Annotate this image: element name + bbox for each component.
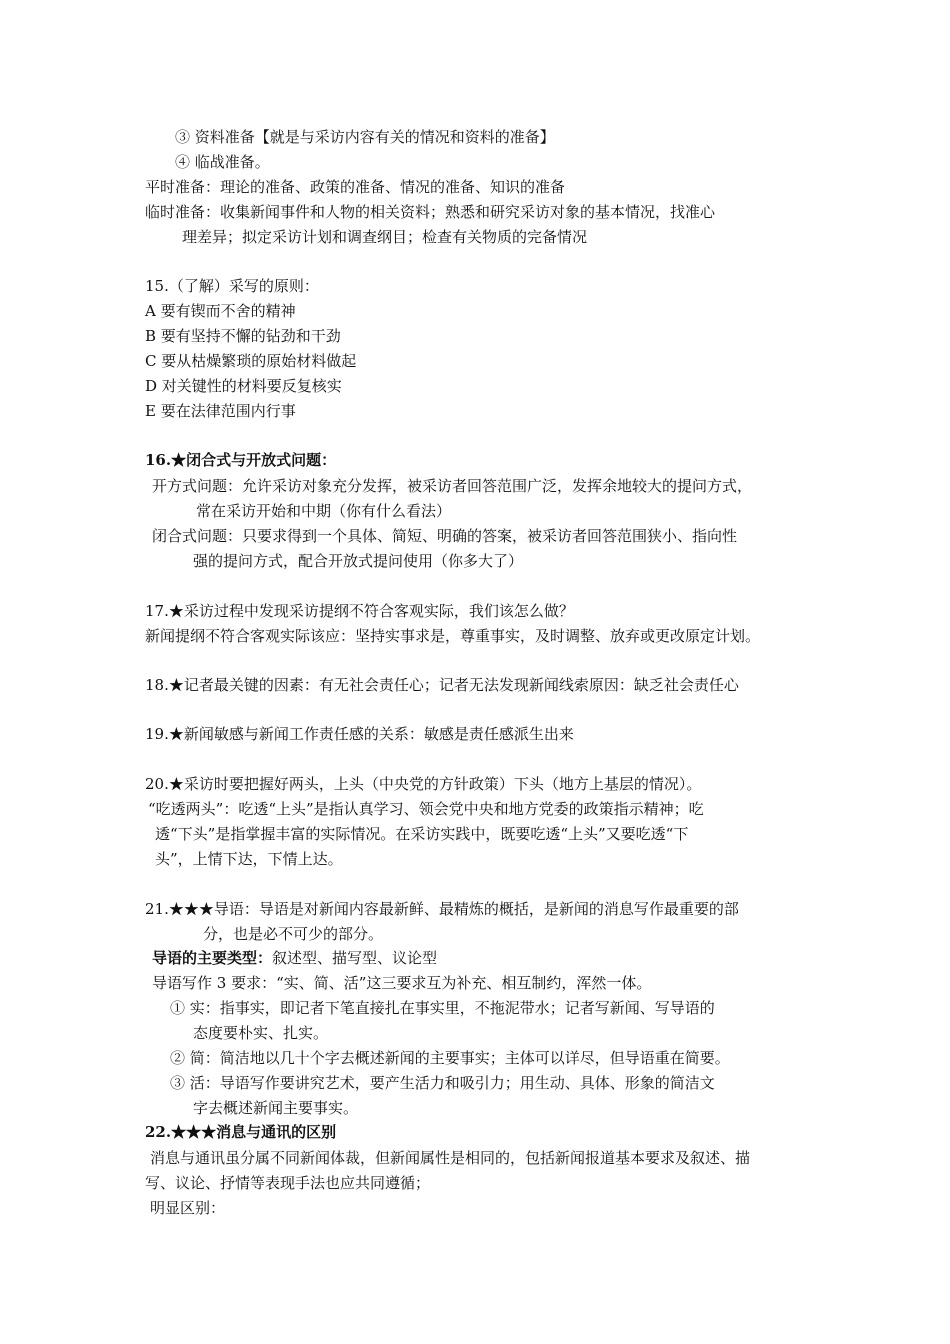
section-heading: 22.★★★消息与通讯的区别 — [145, 1123, 337, 1141]
text-line: 导语写作 3 要求：“实、简、活”这三要求互为补充、相互制约，浑然一体。 — [152, 974, 652, 992]
text-line: 闭合式问题：只要求得到一个具体、简短、明确的答案，被采访者回答范围狭小、指向性 — [152, 527, 738, 545]
text-line: ③ 活：导语写作要讲究艺术，要产生活力和吸引力；用生动、具体、形象的简洁文 — [170, 1074, 715, 1092]
text-line: 透“下头”是指掌握丰富的实际情况。在采访实践中，既要吃透“上头”又要吃透“下 — [155, 825, 689, 843]
text-line: ④ 临战准备。 — [175, 153, 270, 171]
section-heading: 19.★新闻敏感与新闻工作责任感的关系：敏感是责任感派生出来 — [145, 725, 574, 743]
text-line: B 要有坚持不懈的钻劲和干劲 — [145, 327, 341, 345]
text-line: 消息与通讯虽分属不同新闻体裁，但新闻属性是相同的，包括新闻报道基本要求及叙述、描 — [150, 1149, 751, 1167]
text-line: “吃透两头”：吃透“上头”是指认真学习、领会党中央和地方党委的政策指示精神；吃 — [148, 800, 704, 818]
text-line: 平时准备：理论的准备、政策的准备、情况的准备、知识的准备 — [145, 178, 566, 196]
lead-types-label: 导语的主要类型： — [152, 949, 273, 967]
text-line: C 要从枯燥繁琐的原始材料做起 — [145, 352, 357, 370]
text-line: 临时准备：收集新闻事件和人物的相关资料；熟悉和研究采访对象的基本情况，找准心 — [145, 203, 716, 221]
text-line: 强的提问方式，配合开放式提问使用（你多大了） — [193, 552, 524, 570]
text-line: 头”，上情下达，下情上达。 — [155, 850, 343, 868]
section-heading: 17.★采访过程中发现采访提纲不符合客观实际，我们该怎么做？ — [145, 602, 574, 620]
section-heading: 18.★记者最关键的因素：有无社会责任心；记者无法发现新闻线索原因：缺乏社会责任心 — [145, 676, 739, 694]
text-line: A 要有锲而不舍的精神 — [145, 302, 296, 320]
text-line: 明显区别： — [150, 1199, 226, 1217]
text-line: ② 简：简洁地以几十个字去概述新闻的主要事实；主体可以详尽，但导语重在简要。 — [170, 1049, 730, 1067]
text-line: E 要在法律范围内行事 — [145, 402, 296, 420]
text-line: ③ 资料准备【就是与采访内容有关的情况和资料的准备】 — [175, 128, 555, 146]
text-line: D 对关键性的材料要反复核实 — [145, 377, 342, 395]
text-line: 分，也是必不可少的部分。 — [203, 925, 384, 943]
text-line: 写、议论、抒情等表现手法也应共同遵循； — [145, 1174, 431, 1192]
section-heading: 16.★闭合式与开放式问题： — [145, 451, 337, 469]
text-line: 字去概述新闻主要事实。 — [193, 1099, 359, 1117]
text-line: 态度要朴实、扎实。 — [193, 1024, 329, 1042]
section-heading: 20.★采访时要把握好两头，上头（中央党的方针政策）下头（地方上基层的情况）。 — [145, 775, 702, 793]
text-line: 理差异；拟定采访计划和调查纲目；检查有关物质的完备情况 — [182, 228, 588, 246]
section-heading: 21.★★★导语：导语是对新闻内容最新鲜、最精炼的概括，是新闻的消息写作最重要的部 — [145, 900, 739, 918]
text-line: 开方式问题：允许采访对象充分发挥，被采访者回答范围广泛，发挥余地较大的提问方式， — [152, 477, 753, 495]
text-line: ① 实：指事实，即记者下笔直接扎在事实里，不拖泥带水；记者写新闻、写导语的 — [170, 999, 715, 1017]
lead-types-line — [152, 947, 437, 969]
lead-types-values: 叙述型、描写型、议论型 — [272, 949, 438, 967]
text-line: 常在采访开始和中期（你有什么看法） — [196, 502, 452, 520]
section-heading: 15.（了解）采写的原则： — [145, 277, 319, 295]
text-line: 新闻提纲不符合客观实际该应：坚持实事求是，尊重事实，及时调整、放弃或更改原定计划。 — [145, 627, 761, 645]
